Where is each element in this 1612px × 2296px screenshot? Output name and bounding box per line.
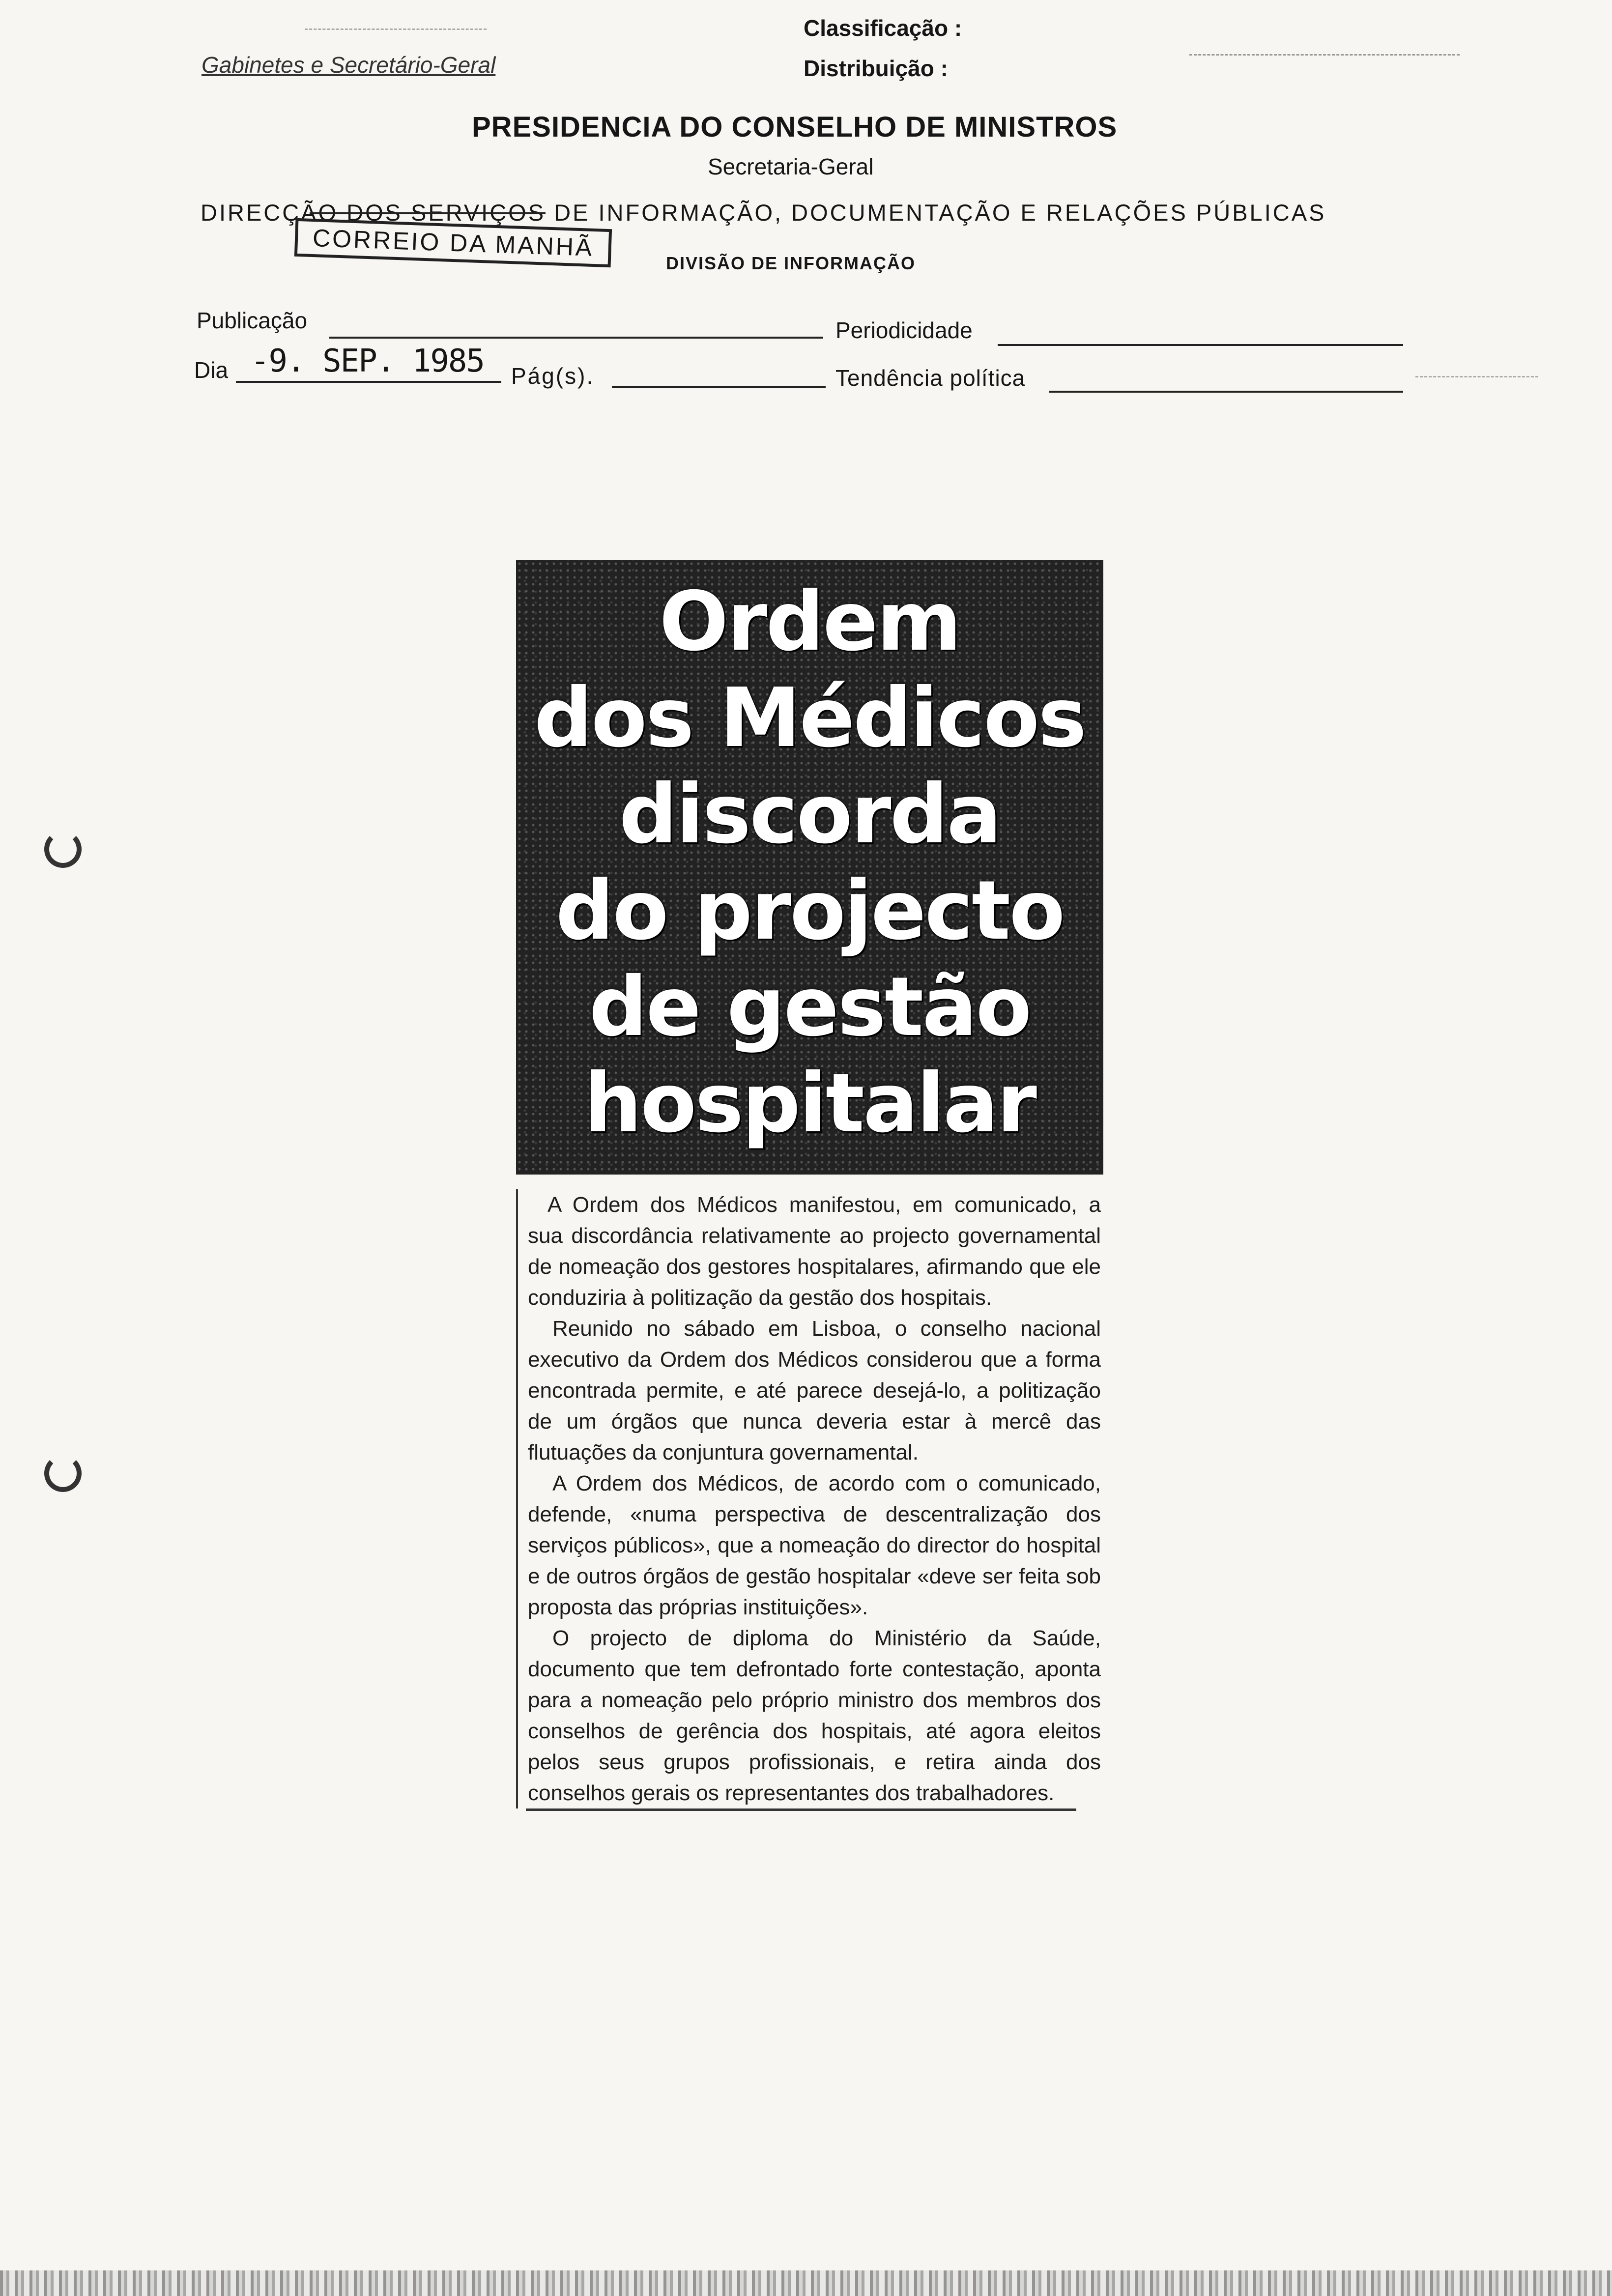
publicacao-label: Publicação <box>197 308 308 333</box>
scan-noise-strip <box>0 2270 1612 2296</box>
newspaper-clipping <box>516 560 1106 1811</box>
article-body <box>516 1189 1106 1808</box>
classificacao-label: Classificação : <box>804 15 962 41</box>
headline-line: dos Médicos <box>534 671 1086 766</box>
headline-line: de gestão <box>589 960 1031 1055</box>
headline-line: discorda <box>619 767 1001 862</box>
header-dept-faded <box>305 15 487 30</box>
dia-label: Dia <box>194 357 229 383</box>
pags-field[interactable] <box>612 386 826 388</box>
distribuicao-label: Distribuição : <box>804 56 948 81</box>
pags-label: Pág(s). <box>511 363 595 389</box>
dia-value: -9. SEP. 1985 <box>251 343 484 379</box>
binder-hole-bottom <box>44 1455 82 1492</box>
headline-box <box>516 560 1103 1175</box>
headline-line: do projecto <box>555 863 1064 958</box>
article-paragraph: A Ordem dos Médicos, de acordo com o comunicado, defende, «numa perspectiva de descentralização dos serviços públicos», que a nomeação do director do hospital e de outros órgãos de gestão hospitalar «deve ser feita sob proposta das próprias instituições». <box>528 1471 1101 1619</box>
direccao-line: DIRECÇÃO DOS SERVIÇOS DE INFORMAÇÃO, DOCUMENTAÇÃO E RELAÇÕES PÚBLICAS <box>201 200 1326 226</box>
headline <box>516 574 1103 1152</box>
article-paragraph: A Ordem dos Médicos manifestou, em comunicado, a sua discordância relativamente ao projecto governamental de nomeação dos gestores hospitalares, afirmando que ele conduziria à politização da gestão dos hospitais. <box>528 1193 1101 1310</box>
tendencia-label: Tendência política <box>835 365 1026 391</box>
article-paragraph: Reunido no sábado em Lisboa, o conselho nacional executivo da Ordem dos Médicos considerou que a forma encontrada permite, e até parece desejá-lo, a politização de um órgãos que nunca deveria estar à mercê das flutuações da conjuntura governamental. <box>528 1317 1101 1464</box>
article-paragraph: O projecto de diploma do Ministério da Saúde, documento que tem defrontado forte contestação, aponta para a nomeação pelo próprio ministro dos membros dos conselhos de gerência dos hospitais, até agora eleitos pelos seus grupos profissionais, e retira ainda dos conselhos gerais os representantes dos trabalhadores. <box>528 1626 1101 1805</box>
headline-line: Ordem <box>659 574 960 669</box>
tendencia-field[interactable] <box>1049 391 1403 393</box>
dia-field[interactable] <box>236 381 501 383</box>
strike-line <box>310 212 546 214</box>
periodicidade-label: Periodicidade <box>835 317 973 343</box>
periodicidade-field[interactable] <box>998 344 1403 346</box>
secretaria-geral: Secretaria-Geral <box>708 154 874 179</box>
distribuicao-dots <box>1189 54 1460 56</box>
divisao-informacao: DIVISÃO DE INFORMAÇÃO <box>666 253 916 273</box>
main-title: PRESIDENCIA DO CONSELHO DE MINISTROS <box>472 111 1118 143</box>
clipping-bottom-edge <box>526 1808 1076 1811</box>
header-dept-line: Gabinetes e Secretário-Geral <box>202 52 496 78</box>
binder-hole-top <box>44 831 82 868</box>
right-dashes <box>1415 376 1538 377</box>
correio-da-manha-stamp: CORREIO DA MANHÃ <box>294 218 612 267</box>
publicacao-field[interactable] <box>329 337 823 339</box>
headline-line: hospitalar <box>584 1056 1036 1151</box>
